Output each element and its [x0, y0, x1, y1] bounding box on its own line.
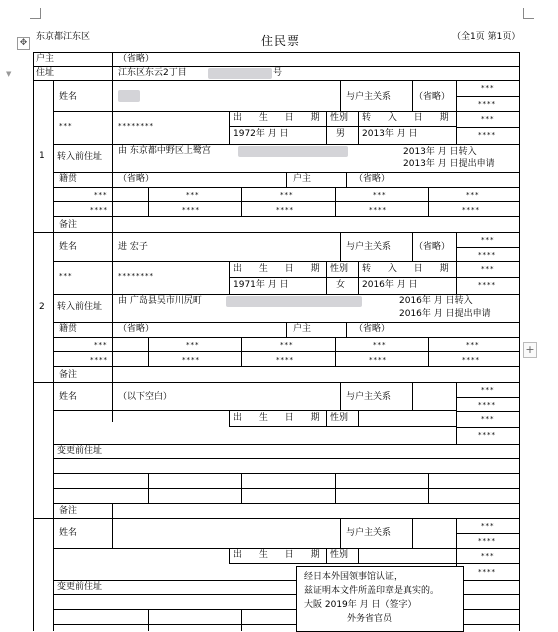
cert-line-2: 兹证明本文件所盖印章是真实的。 [304, 586, 440, 596]
redacted-address [208, 68, 272, 79]
relation-label: 与户主关系 [346, 392, 392, 402]
relation-label: 与户主关系 [346, 528, 392, 538]
remarks-label: 备注 [59, 370, 78, 380]
move-line-2: 2016年 月 日提出申请 [399, 309, 491, 319]
star-cell: **** [182, 356, 200, 364]
star-cell: *** [481, 522, 495, 530]
domicile-head-label: 户主 [293, 324, 312, 334]
prev-address-value: 由 东京都中野区上鹭宫 [118, 146, 211, 156]
star-cell: **** [478, 568, 496, 576]
star-cell: *** [280, 341, 294, 349]
relation-value: （省略） [414, 242, 451, 252]
star-cell: *** [481, 552, 495, 560]
star-cell: **** [276, 206, 294, 214]
star-cell: **** [478, 431, 496, 439]
star-cell: *** [481, 115, 495, 123]
star-cell: *** [373, 191, 387, 199]
relation-label: 与户主关系 [346, 92, 392, 102]
domicile-head-value: （省略） [354, 324, 391, 334]
sex-label: 性别 [330, 550, 349, 560]
redacted-prev-address [238, 146, 348, 157]
move-handle-icon[interactable]: ✥ [17, 37, 30, 50]
redacted-name [118, 90, 140, 102]
domicile-label: 籍贯 [59, 174, 78, 184]
cert-line-1: 经日本外国领事馆认证， [304, 572, 404, 582]
domicile-head-label: 户主 [293, 174, 312, 184]
consular-certification-stamp [296, 566, 464, 632]
domicile-value: （省略） [118, 174, 155, 184]
domicile-label: 籍贯 [59, 324, 78, 334]
star-cell: **** [462, 356, 480, 364]
cert-line-3: 大阪 2019年 月 日（签字） [304, 600, 417, 610]
prev-address-label: 转入前住址 [57, 302, 103, 312]
star-cell: *** [481, 236, 495, 244]
star-cell: **** [478, 401, 496, 409]
movein-label: 转 入 日 期 [362, 264, 456, 274]
star-cell: *** [481, 415, 495, 423]
household-head-label: 户主 [36, 54, 55, 64]
star-cell: *** [186, 191, 200, 199]
star-cell: **** [478, 281, 496, 289]
document-title: 住民票 [261, 34, 301, 48]
remarks-label: 备注 [59, 506, 78, 516]
municipality: 东京都江东区 [36, 32, 91, 42]
star-cell: *** [481, 386, 495, 394]
star-cell: **** [369, 356, 387, 364]
prev-address-label: 转入前住址 [57, 152, 103, 162]
star-cell: *** [280, 191, 294, 199]
change-prev-address-label: 变更前住址 [57, 582, 103, 592]
household-head-value: （省略） [118, 54, 155, 64]
sex-label: 性别 [330, 113, 349, 123]
move-line-2: 2013年 月 日提出申请 [403, 159, 495, 169]
birth-label: 出 生 日 期 [233, 113, 327, 123]
star-cell: *** [59, 272, 73, 280]
movein-value: 2013年 月 日 [362, 129, 418, 139]
star-cell: **** [478, 537, 496, 545]
star-cell: **** [90, 206, 108, 214]
sex-value: 男 [336, 129, 346, 139]
person-index: 2 [39, 302, 45, 312]
star-cell: *** [94, 191, 108, 199]
star-cell: **** [90, 356, 108, 364]
move-line-1: 2013年 月 日转入 [403, 147, 477, 157]
birth-label: 出 生 日 期 [233, 264, 327, 274]
change-prev-address-label: 变更前住址 [57, 446, 103, 456]
star-cell: *** [94, 341, 108, 349]
birth-label: 出 生 日 期 [233, 550, 327, 560]
page-info: （全1页 第1页） [452, 32, 521, 42]
domicile-value: （省略） [118, 324, 155, 334]
star-cell: *** [466, 341, 480, 349]
star-cell: **** [369, 206, 387, 214]
movein-value: 2016年 月 日 [362, 280, 418, 290]
address-suffix: 号 [273, 68, 283, 78]
cert-line-4: 外务省官员 [347, 614, 393, 624]
star-cell: *** [481, 265, 495, 273]
star-cell: **** [462, 206, 480, 214]
name-label: 姓名 [59, 528, 78, 538]
move-line-1: 2016年 月 日转入 [399, 296, 473, 306]
movein-label: 转 入 日 期 [362, 113, 456, 123]
sex-value: 女 [336, 280, 346, 290]
sex-label: 性别 [330, 264, 349, 274]
remarks-label: 备注 [59, 220, 78, 230]
star-cell: *** [466, 191, 480, 199]
star-cell: *** [481, 84, 495, 92]
address-value: 江东区东云2丁目 [118, 68, 187, 78]
name-value: 进 宏子 [118, 242, 148, 252]
star-cell: *** [186, 341, 200, 349]
birth-value: 1971年 月 日 [233, 280, 289, 290]
add-row-icon[interactable]: + [523, 342, 537, 358]
gutter-marker-icon: ▼ [6, 70, 12, 78]
prev-address-value: 由 广岛县吴市川尻町 [118, 296, 202, 306]
star-cell: **** [276, 356, 294, 364]
address-label: 住址 [36, 68, 55, 78]
blank-below-note: （以下空白） [118, 392, 173, 402]
name-label: 姓名 [59, 92, 78, 102]
birth-label: 出 生 日 期 [233, 413, 327, 423]
birth-value: 1972年 月 日 [233, 129, 289, 139]
name-label: 姓名 [59, 242, 78, 252]
relation-value: （省略） [414, 92, 451, 102]
star-cell: ******** [118, 272, 154, 280]
star-cell: ******** [118, 122, 154, 130]
relation-label: 与户主关系 [346, 242, 392, 252]
corner-mark-top-left [30, 8, 41, 19]
star-cell: **** [182, 206, 200, 214]
star-cell: *** [59, 122, 73, 130]
star-cell: **** [478, 131, 496, 139]
redacted-prev-address [226, 296, 362, 307]
star-cell: **** [478, 100, 496, 108]
corner-mark-top-right [523, 8, 534, 19]
domicile-head-value: （省略） [354, 174, 391, 184]
person-index: 1 [39, 151, 45, 161]
name-label: 姓名 [59, 392, 78, 402]
sex-label: 性别 [330, 413, 349, 423]
star-cell: *** [373, 341, 387, 349]
star-cell: **** [478, 251, 496, 259]
